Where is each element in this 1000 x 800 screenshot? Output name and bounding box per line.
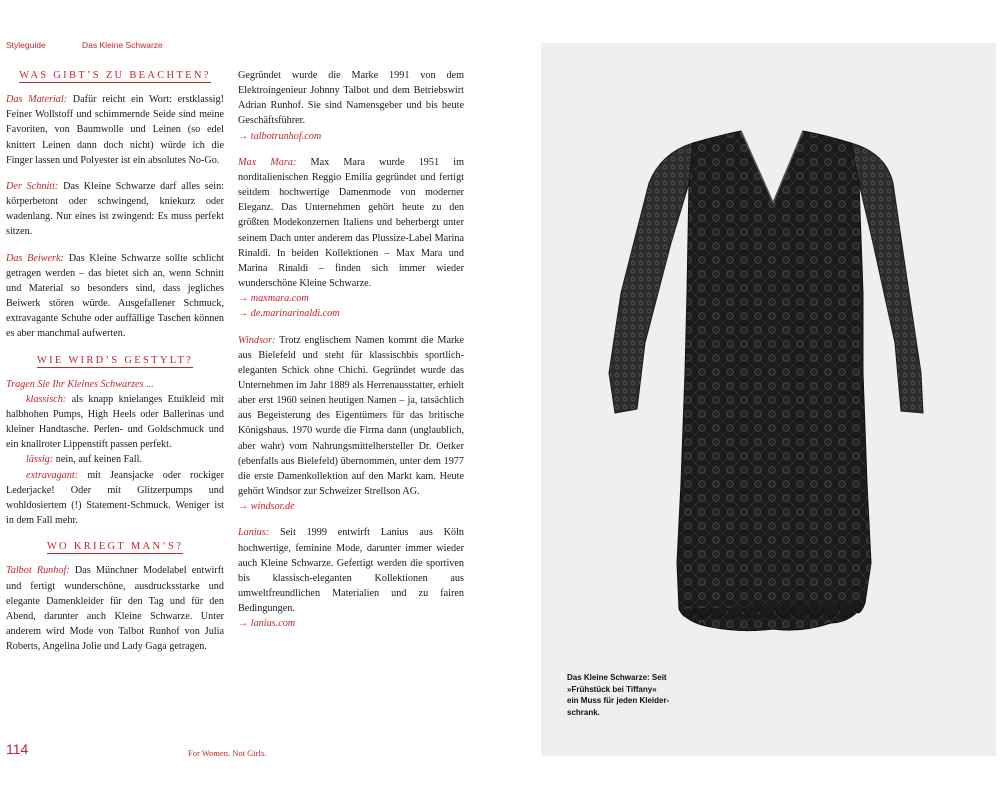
paragraph-talbot	[6, 563, 224, 654]
text-column-left	[6, 68, 224, 665]
paragraph-beiwerk	[6, 251, 224, 342]
heading-gestylt: WIE WIRD’S GESTYLT?	[36, 354, 194, 366]
caption-line: ein Muss für jeden Kleider-	[567, 696, 670, 705]
paragraph-material	[6, 92, 224, 168]
text-material: Dafür reicht ein Wort: erstklassig! Feiner Wollstoff und schimmernde Seide sind meine Favoriten, von Baumwolle und Leinen (so edel knittert Leinen dann doch nicht) würde ich die Finger lassen und Polyester ist ein absolutes No-Go.	[6, 94, 224, 166]
term-talbot: Talbot Runhof:	[6, 565, 70, 577]
term-maxmara: Max Mara:	[238, 156, 297, 168]
styling-laessig: lässig: nein, auf keinen Fall.	[26, 454, 143, 466]
paragraph-schnitt	[6, 179, 224, 240]
text-beiwerk: Das Kleine Schwarze sollte schlicht getragen werden – das bietet sich an, wenn Schnitt und Material so besonders sind, dass jegliches Beiwerk stören würde. Ausgefallener Schmuck, extravagante Schuhe oder auffällige Taschen können es aber manchmal aufwerten.	[6, 252, 225, 340]
dress-photo	[541, 43, 996, 756]
term-lanius: Lanius:	[238, 527, 270, 539]
black-lace-dress-image	[541, 43, 996, 756]
caption-line: Das Kleine Schwarze: Seit	[567, 673, 667, 682]
text-schnitt: Das Kleine Schwarze darf alles sein: körperbetont oder schwingend, kniekurz oder wadenlang. Nur eines ist zwingend: Es muss perfekt sitzen.	[6, 180, 225, 238]
link-talbotrunhof[interactable]: → talbotrunhof.com	[238, 130, 322, 142]
text-maxmara: Max Mara wurde 1951 im norditalienischen Reggio Emilia gegründet und fertigt seitdem hochwertige Damenmode von moderner Eleganz. Das Unternehmen gehört heute zu den größten Modekonzernen Italiens und beherbergt unter seinem Dach unter anderem das Plussize-Label Marina Rinaldi. In beiden Kollektionen – Max Mara und Marina Rinaldi – finden sich immer wieder wunderschöne Kleine Schwarze.	[238, 156, 465, 290]
section-label: Styleguide	[6, 40, 46, 50]
text-windsor: Trotz englischem Namen kommt die Marke aus Bielefeld und steht für klassischbis sportlich-eleganten Schick ohne Chichi. Gegründet wurde das Unternehmen im Jahr 1889 als Herrenausstatter, erhielt aber erst 1960 seinen heutigen Namen – ja, tatsächlich aus Begeisterung des Eigentümers für das britische Königshaus. 1970 wurde die Firma dann (unglaublich, aber wahr) vom Nahrungsmittelhersteller Dr. Oetker (ebenfalls aus Bielefeld) übernommen, unter dem 1977 die erste Damenkollektion auf den Markt kam. Heute gehört Windsor zur Schweizer Strellson AG.	[238, 334, 464, 498]
heading-kriegt: WO KRIEGT MAN’S?	[46, 541, 184, 553]
article-label: Das Kleine Schwarze	[82, 40, 163, 50]
styling-extravagant: extravagant: mit Jeansjacke oder rockiger Lederjacke! Oder mit Glitzerpumps und wohldosiertem (!) Statement-Schmuck. Weniger ist in dem Fall mehr.	[6, 469, 224, 527]
link-windsor[interactable]: → windsor.de	[238, 501, 295, 513]
paragraph-windsor	[238, 333, 464, 515]
link-marinarinaldi[interactable]: → de.marinarinaldi.com	[238, 308, 340, 320]
text-column-right	[238, 68, 464, 642]
paragraph-maxmara	[238, 155, 464, 322]
dress-body	[677, 131, 871, 631]
footer-tagline: For Women. Not Girls.	[188, 748, 267, 758]
text-talbot-cont: Gegründet wurde die Marke 1991 von dem Elektroingenieur Johnny Talbot und dem Betriebswirt Adrian Runhof. Sie sind Namensgeber und bis heute Geschäftsführer.	[238, 70, 464, 127]
caption-line: »Frühstück bei Tiffany«	[567, 684, 657, 694]
term-beiwerk: Das Beiwerk:	[6, 252, 64, 264]
text-lanius: Seit 1999 entwirft Lanius aus Köln hochwertige, feminine Mode, darunter immer wieder auch Kleine Schwarze. Gefertigt werden die sportiven bis klassisch-eleganten Kollektionen aus umweltfreundlichen Materialien und zu fairen Bedingungen.	[238, 527, 465, 615]
term-schnitt: Der Schnitt:	[6, 180, 59, 192]
dress-left-sleeve	[609, 143, 693, 413]
caption-line: schrank.	[567, 707, 600, 717]
running-header	[6, 40, 163, 50]
paragraph-talbot-cont	[238, 68, 464, 144]
styling-intro: Tragen Sie Ihr Kleines Schwarzes ...	[6, 378, 154, 390]
term-windsor: Windsor:	[238, 334, 276, 346]
paragraph-lanius	[238, 525, 464, 631]
photo-caption	[567, 672, 707, 718]
link-lanius[interactable]: → lanius.com	[238, 618, 296, 630]
paragraph-styling	[6, 377, 224, 529]
link-maxmara[interactable]: → maxmara.com	[238, 293, 309, 305]
page-number: 114	[6, 741, 29, 757]
heading-beachten: WAS GIBT’S ZU BEACHTEN?	[19, 70, 211, 81]
styling-klassisch: klassisch: als knapp knielanges Etuikleid mit halbhohen Pumps, High Heels oder Ballerinas und kleiner Handtasche. Perlen- und Goldschmuck und ein knallroter Lippenstift passen perfekt.	[6, 393, 224, 451]
text-talbot: Das Münchner Modelabel entwirft und fertigt wunderschöne, ausdrucksstarke und elegante Damenkleider für den Tag und für den Abend, darunter auch Kleine Schwarze. Unter anderem wird Mode von Talbot Runhof von Julia Roberts, Angelina Jolie und Lady Gaga getragen.	[6, 565, 224, 653]
term-material: Das Material:	[6, 94, 68, 106]
